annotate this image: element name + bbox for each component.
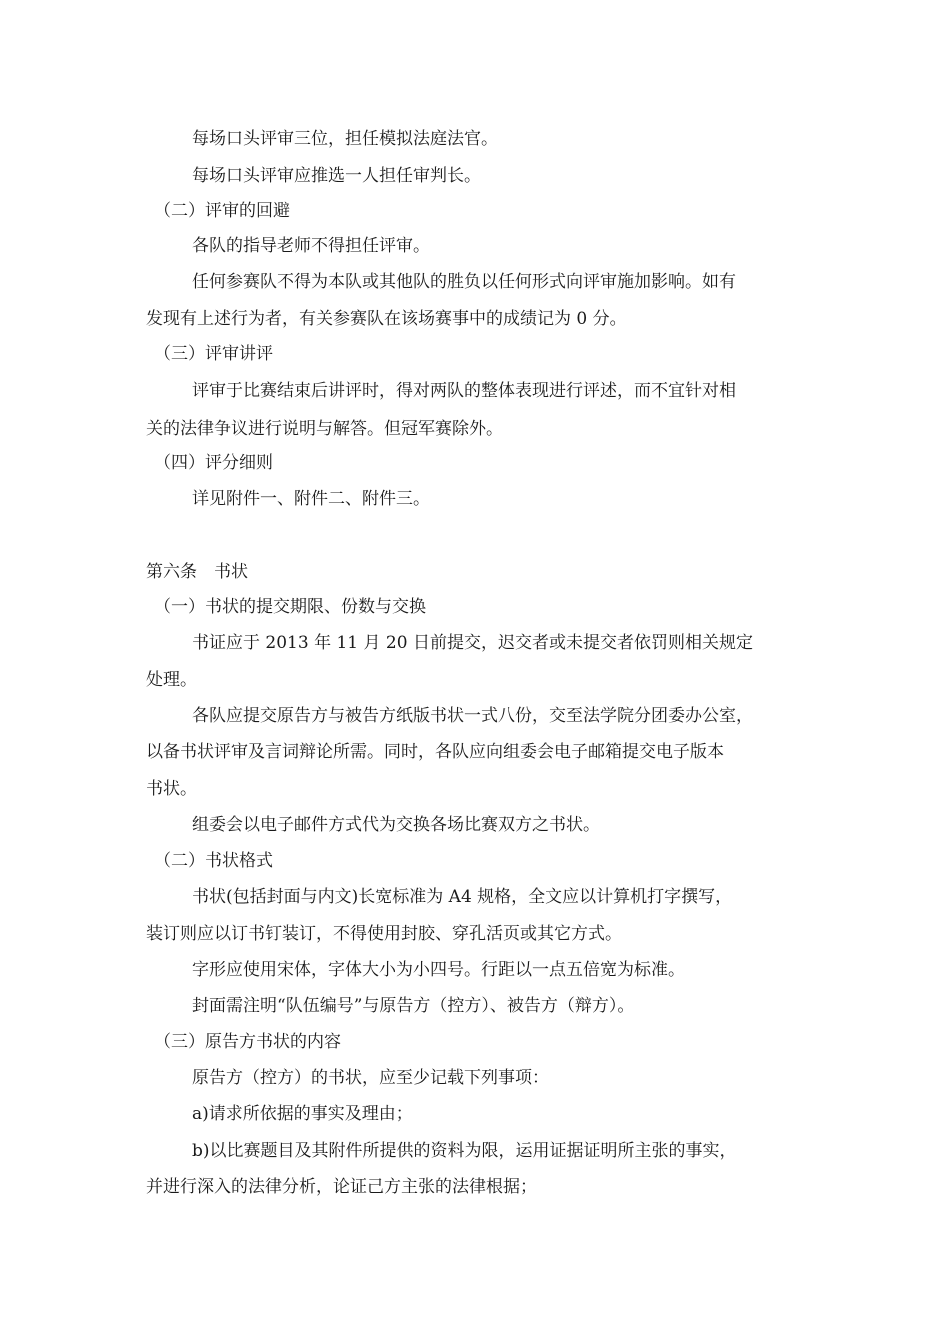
section-subheading: （三）评审讲评: [154, 344, 273, 364]
paragraph-continuation: 关的法律争议进行说明与解答。但冠军赛除外。: [146, 419, 503, 439]
paragraph: 各队的指导老师不得担任评审。: [192, 236, 430, 256]
paragraph: b)以比赛题目及其附件所提供的资料为限，运用证据证明所主张的事实，: [192, 1141, 737, 1161]
paragraph-continuation: 装订则应以订书钉装订，不得使用封胶、穿孔活页或其它方式。: [146, 924, 622, 944]
paragraph: 书证应于 2013 年 11 月 20 日前提交，迟交者或未提交者依罚则相关规定: [192, 633, 753, 653]
section-subheading: （二）书状格式: [154, 851, 273, 871]
article-heading: 第六条 书状: [146, 562, 248, 582]
paragraph: 任何参赛队不得为本队或其他队的胜负以任何形式向评审施加影响。如有: [192, 272, 736, 292]
paragraph: 组委会以电子邮件方式代为交换各场比赛双方之书状。: [192, 815, 600, 835]
paragraph-continuation: 书状。: [146, 779, 197, 799]
section-subheading: （二）评审的回避: [154, 201, 290, 221]
paragraph: 每场口头评审应推选一人担任审判长。: [192, 166, 481, 186]
section-subheading: （三）原告方书状的内容: [154, 1032, 341, 1052]
section-subheading: （四）评分细则: [154, 453, 273, 473]
paragraph: a)请求所依据的事实及理由；: [192, 1104, 413, 1124]
paragraph: 每场口头评审三位，担任模拟法庭法官。: [192, 129, 498, 149]
paragraph: 书状(包括封面与内文)长宽标准为 A4 规格，全文应以计算机打字撰写，: [192, 887, 733, 907]
paragraph: 评审于比赛结束后讲评时，得对两队的整体表现进行评述，而不宜针对相: [192, 381, 736, 401]
paragraph: 详见附件一、附件二、附件三。: [192, 489, 430, 509]
paragraph-continuation: 以备书状评审及言词辩论所需。同时，各队应向组委会电子邮箱提交电子版本: [146, 742, 724, 762]
paragraph: 字形应使用宋体，字体大小为小四号。行距以一点五倍宽为标准。: [192, 960, 685, 980]
paragraph: 各队应提交原告方与被告方纸版书状一式八份，交至法学院分团委办公室，: [192, 706, 753, 726]
paragraph: 原告方（控方）的书状，应至少记载下列事项：: [192, 1068, 549, 1088]
paragraph-continuation: 处理。: [146, 670, 197, 690]
section-subheading: （一）书状的提交期限、份数与交换: [154, 597, 426, 617]
paragraph-continuation: 并进行深入的法律分析，论证己方主张的法律根据；: [146, 1177, 537, 1197]
paragraph: 封面需注明“队伍编号”与原告方（控方）、被告方（辩方）。: [192, 996, 635, 1016]
paragraph-continuation: 发现有上述行为者，有关参赛队在该场赛事中的成绩记为 0 分。: [146, 309, 627, 329]
